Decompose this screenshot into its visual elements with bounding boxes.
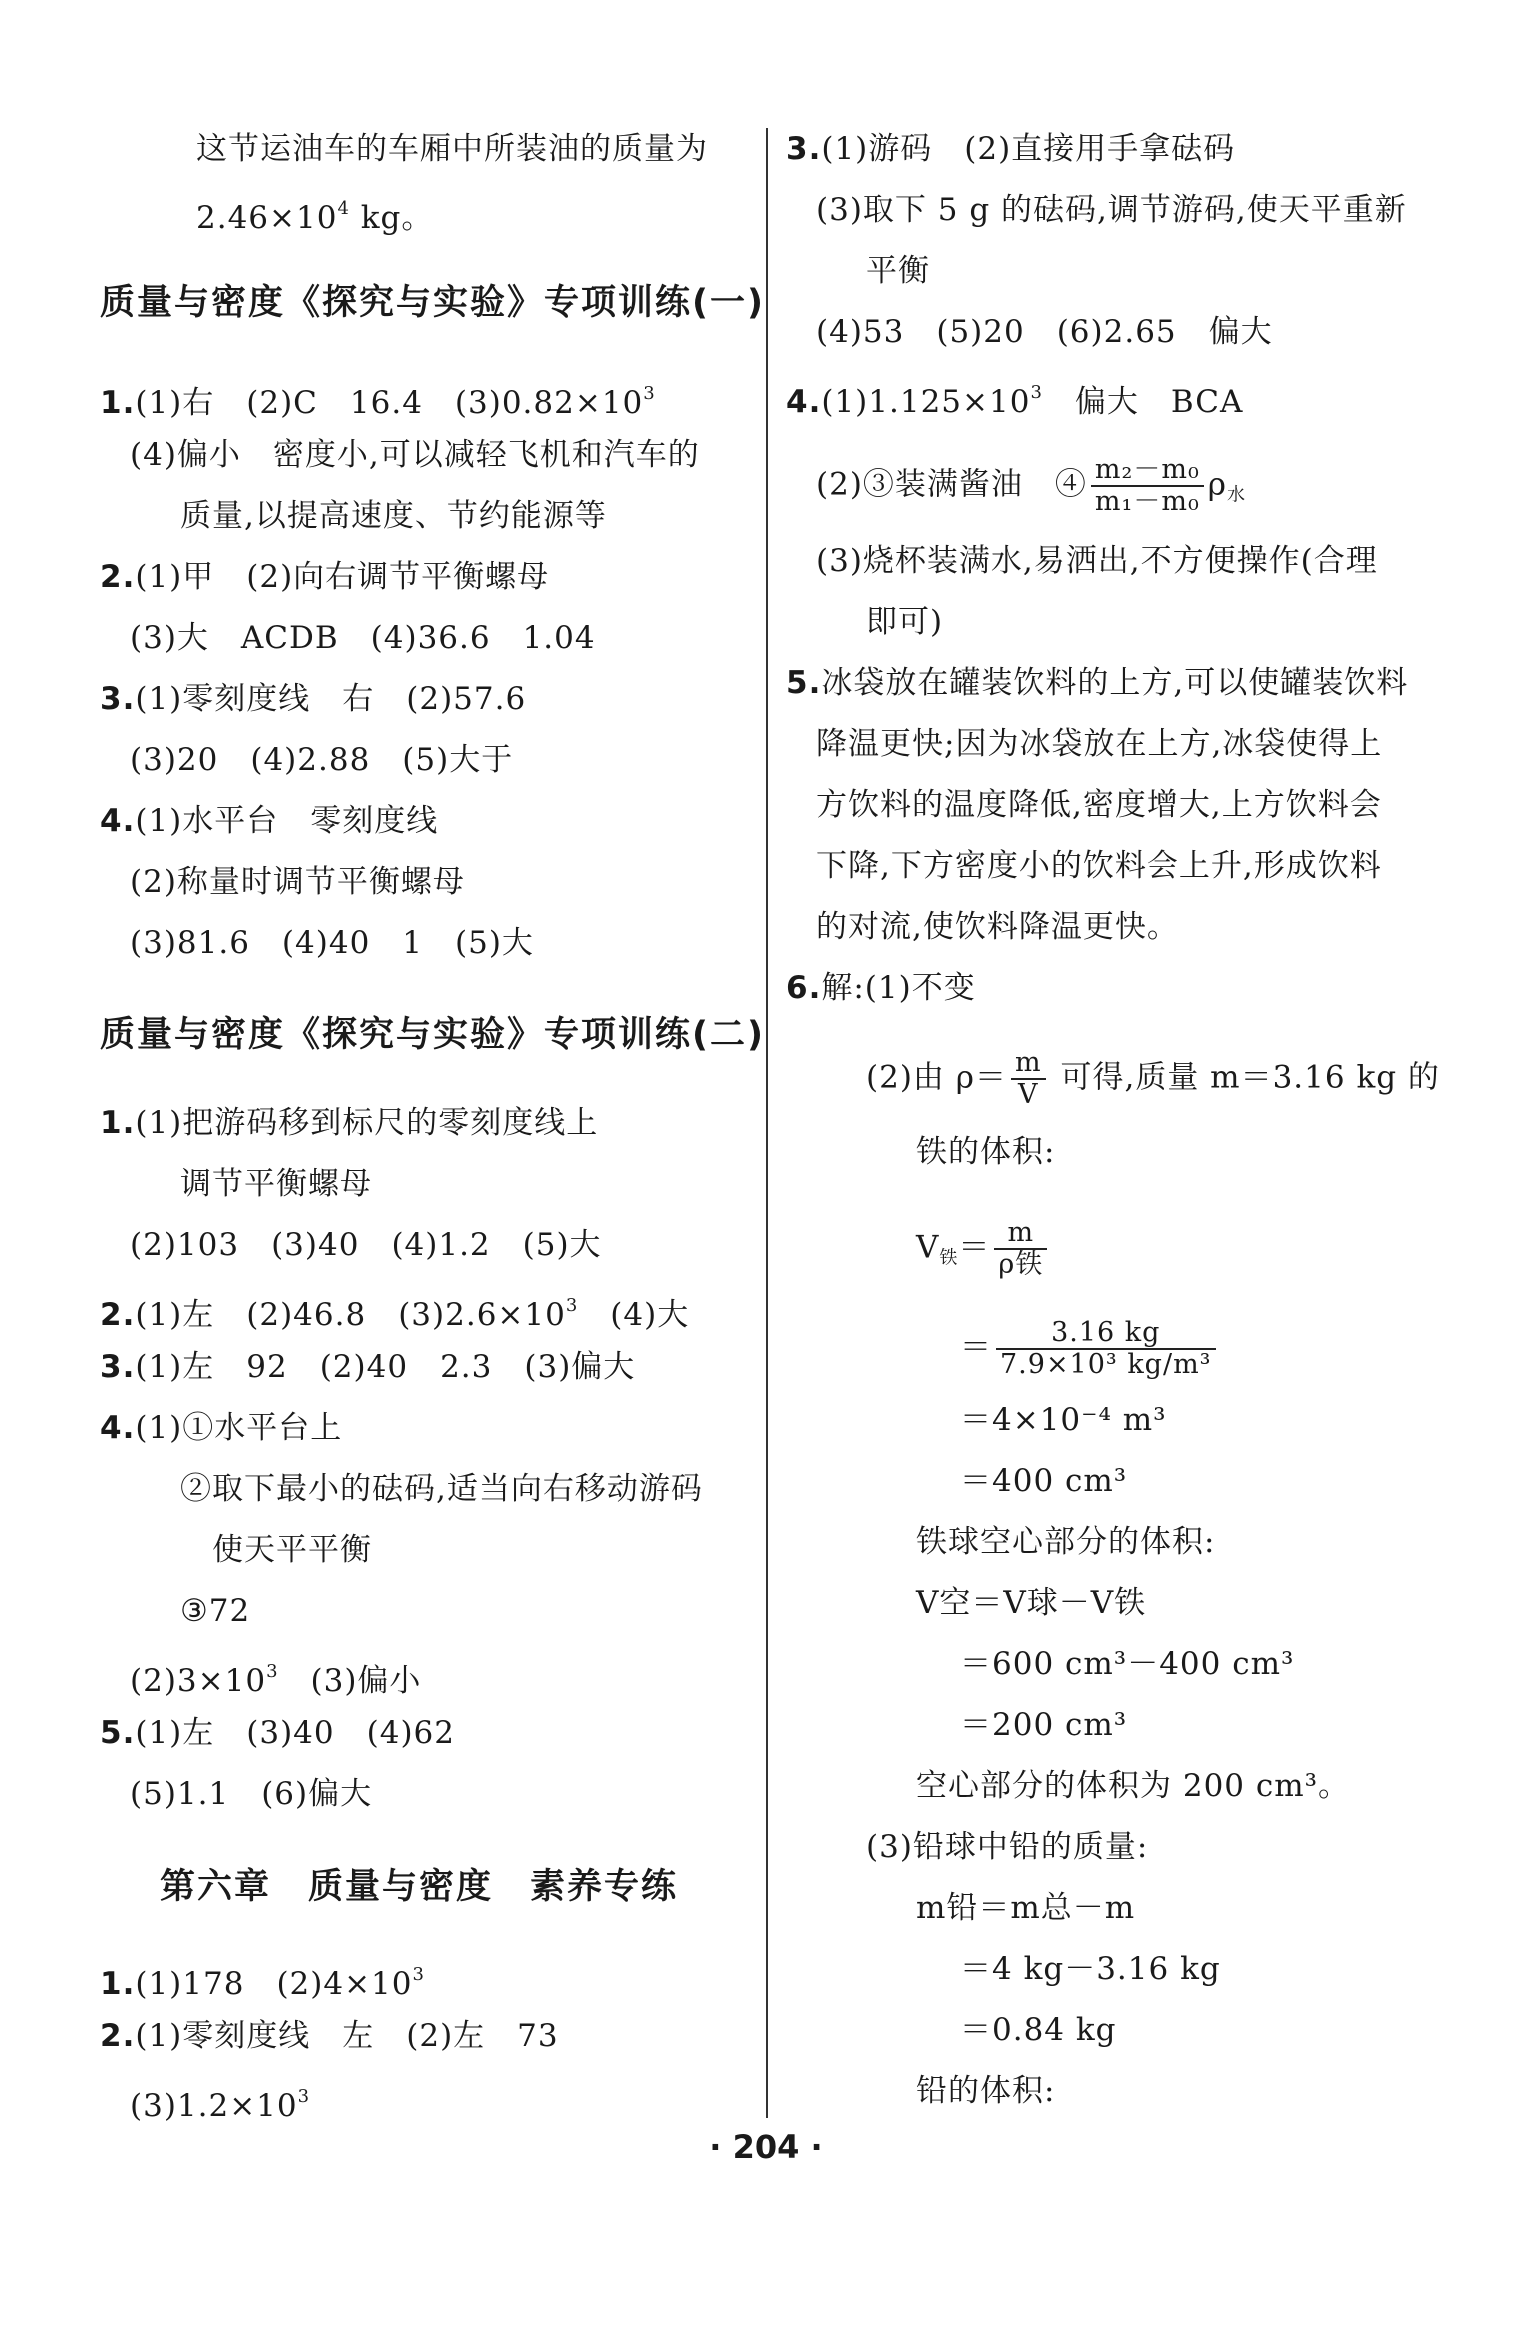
formula-line: $V_铁=$ $\frac{m}{\text{ρ铁}}$ <box>916 1218 1051 1280</box>
answer-line: (5)1.1 (6)偏大 <box>130 1776 373 1812</box>
answer-line: ＝4 kg－3.16 kg <box>960 1951 1221 1987</box>
intro-line-1: 这节运油车的车厢中所装油的质量为 <box>196 131 708 167</box>
answer-line: 1.(1)把游码移到标尺的零刻度线上 <box>100 1105 599 1141</box>
answer-line: 2.(1)甲 (2)向右调节平衡螺母 <box>100 559 550 595</box>
page-number: · 204 · <box>709 2128 823 2166</box>
answer-line: 5.(1)左 (3)40 (4)62 <box>100 1715 455 1751</box>
answer-line: 铅的体积: <box>916 2073 1056 2109</box>
volume-fraction: $\frac{m}{\text{ρ铁}}$ <box>994 1218 1047 1280</box>
answer-line: 铁球空心部分的体积: <box>916 1524 1216 1560</box>
answer-line: 下降,下方密度小的饮料会上升,形成饮料 <box>816 848 1382 884</box>
answer-line: (3)取下 5 g 的砝码,调节游码,使天平重新 <box>816 192 1407 228</box>
section-title-3: 第六章 质量与密度 素养专练 <box>160 1867 679 1907</box>
answer-line: $(2)3\times 10^3$ (3)偏小 <box>130 1661 422 1699</box>
answer-line: 1.(1)右 (2)C 16.4 $(3)0.82\times 10^3$ <box>100 383 656 421</box>
intro-line-2: $2.46\times 10^4$ kg。 <box>196 198 434 236</box>
formula-line: (2)由 ρ＝ $\frac{m}{V}$ 可得,质量 m＝3.16 kg 的 <box>866 1047 1440 1110</box>
density-fraction: $\frac{m}{V}$ <box>1011 1048 1046 1110</box>
section-title-1: 质量与密度《探究与实验》专项训练(一) <box>100 283 765 323</box>
answer-line: 空心部分的体积为 200 cm³。 <box>916 1768 1351 1804</box>
answer-line: $4.(1)1.125\times 10^3$ 偏大 BCA <box>786 382 1244 420</box>
answer-line: m铅＝m总－m <box>916 1890 1136 1926</box>
answer-line: 2.(1)零刻度线 左 (2)左 73 <box>100 2018 559 2054</box>
answer-line: ＝0.84 kg <box>960 2012 1117 2048</box>
answer-line: (3)20 (4)2.88 (5)大于 <box>130 742 514 778</box>
answer-line: 即可) <box>866 604 944 640</box>
answer-line: 调节平衡螺母 <box>180 1166 372 1202</box>
answer-line: (2)103 (3)40 (4)1.2 (5)大 <box>130 1227 602 1263</box>
answer-line: ②取下最小的砝码,适当向右移动游码 <box>180 1471 703 1507</box>
answer-line: ＝600 cm³－400 cm³ <box>960 1646 1295 1682</box>
density-fraction: $\frac{\text{m₂－m₀}}{\text{m₁－m₀}}$ <box>1091 455 1204 517</box>
answer-line: $(3)1.2\times 10^3$ <box>130 2086 311 2124</box>
answer-line: 质量,以提高速度、节约能源等 <box>180 498 607 534</box>
answer-line: 3.(1)左 92 (2)40 2.3 (3)偏大 <box>100 1349 636 1385</box>
answer-line: (4)53 (5)20 (6)2.65 偏大 <box>816 314 1273 350</box>
answer-line: 4.(1)水平台 零刻度线 <box>100 803 439 839</box>
answer-line: 5.冰袋放在罐装饮料的上方,可以使罐装饮料 <box>786 665 1409 701</box>
answer-line: 4.(1)①水平台上 <box>100 1410 343 1446</box>
answer-line: 6.解:(1)不变 <box>786 970 976 1006</box>
answer-line: ＝400 cm³ <box>960 1463 1128 1499</box>
answer-line: 降温更快;因为冰袋放在上方,冰袋使得上 <box>816 726 1383 762</box>
answer-line: 3.(1)游码 (2)直接用手拿砝码 <box>786 131 1236 167</box>
answer-line: 3.(1)零刻度线 右 (2)57.6 <box>100 681 527 717</box>
answer-line: ＝4×10⁻⁴ m³ <box>960 1402 1167 1438</box>
answer-line: (3)铅球中铅的质量: <box>866 1829 1149 1865</box>
answer-line: 平衡 <box>866 253 930 289</box>
answer-line: 使天平平衡 <box>212 1532 372 1568</box>
formula-line: ＝ $\frac{3.16 kg}{\text{7.9×10³ kg/m³}}$ <box>960 1318 1220 1380</box>
answer-line: (3)大 ACDB (4)36.6 1.04 <box>130 620 596 656</box>
formula-line: (2)③装满酱油 ④ $\frac{\text{m₂－m₀}}{\text{m₁－m₀}}$ $\rho_水$ <box>816 454 1247 517</box>
column-divider <box>766 128 768 2118</box>
answer-line: (3)81.6 (4)40 1 (5)大 <box>130 925 534 961</box>
volume-fraction: $\frac{3.16 kg}{\text{7.9×10³ kg/m³}}$ <box>996 1318 1216 1380</box>
section-title-2: 质量与密度《探究与实验》专项训练(二) <box>100 1015 765 1055</box>
answer-line: 的对流,使饮料降温更快。 <box>816 909 1179 945</box>
answer-line: (2)称量时调节平衡螺母 <box>130 864 465 900</box>
answer-line: 方饮料的温度降低,密度增大,上方饮料会 <box>816 787 1382 823</box>
answer-line: (4)偏小 密度小,可以减轻飞机和汽车的 <box>130 437 700 473</box>
answer-line: 铁的体积: <box>916 1134 1056 1170</box>
answer-line: (3)烧杯装满水,易洒出,不方便操作(合理 <box>816 543 1378 579</box>
answer-line: 2.(1)左 (2)46.8 $(3)2.6\times 10^3$ (4)大 <box>100 1295 690 1333</box>
answer-line: 1.(1)178 $(2)4\times 10^3$ <box>100 1964 425 2002</box>
answer-line: V空＝V球－V铁 <box>916 1585 1147 1621</box>
answer-line: ＝200 cm³ <box>960 1707 1128 1743</box>
answer-line: ③72 <box>180 1593 251 1629</box>
